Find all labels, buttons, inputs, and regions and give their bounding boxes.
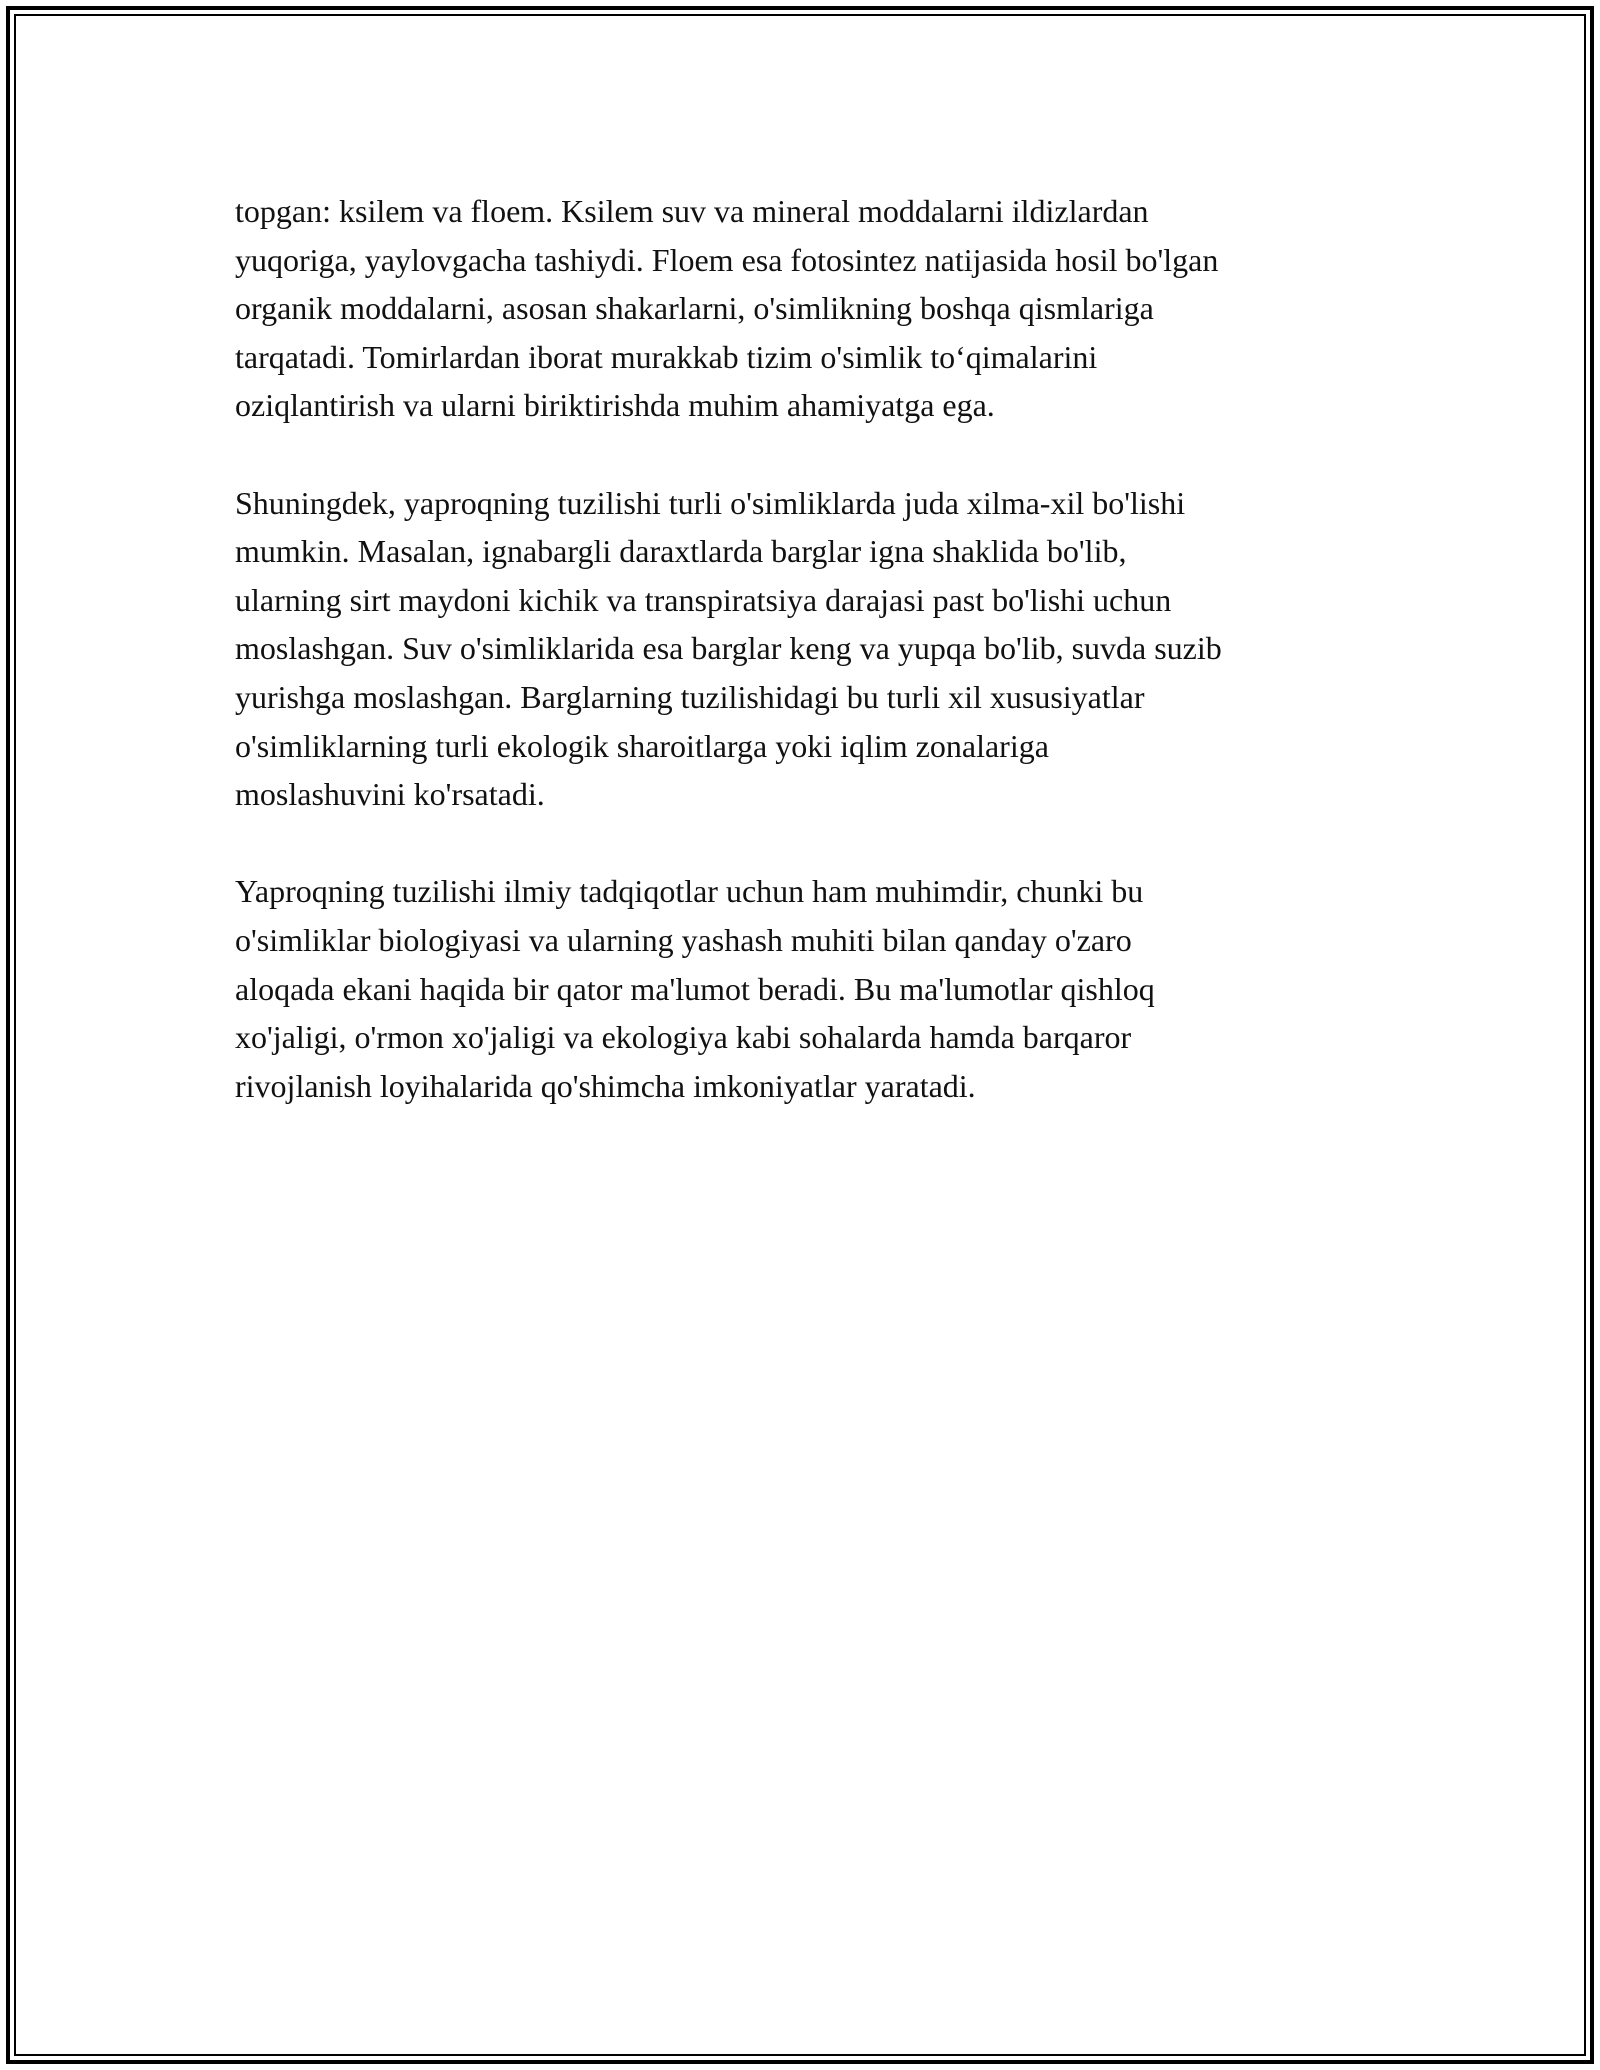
text-line: yuqoriga, yaylovgacha tashiydi. Floem esa fotosintez natijasida hosil bo'lgan xyxy=(235,241,1219,278)
text-line: Shuningdek, yaproqning tuzilishi turli o'simliklarda juda xilma-xil bo'lishi xyxy=(235,484,1186,521)
text-line: mumkin. Masalan, ignabargli daraxtlarda barglar igna shaklida bo'lib, xyxy=(235,533,1127,570)
paragraph-xylem-phloem xyxy=(235,187,1395,430)
text-line: ularning sirt maydoni kichik va transpiratsiya darajasi past bo'lishi uchun xyxy=(235,581,1172,618)
text-line: Yaproqning tuzilishi ilmiy tadqiqotlar uchun ham muhimdir, chunki bu xyxy=(235,873,1144,910)
text-line: moslashuvini ko'rsatadi. xyxy=(235,776,545,813)
text-line: topgan: ksilem va floem. Ksilem suv va mineral moddalarni ildizlardan xyxy=(235,193,1149,229)
text-line: o'simliklar biologiyasi va ularning yashash muhiti bilan qanday o'zaro xyxy=(235,921,1132,958)
document-body xyxy=(235,187,1395,1159)
text-line: yurishga moslashgan. Barglarning tuzilishidagi bu turli xil xususiyatlar xyxy=(235,678,1145,715)
paragraph-research-importance xyxy=(235,867,1395,1110)
text-line: rivojlanish loyihalarida qo'shimcha imkoniyatlar yaratadi. xyxy=(235,1067,976,1104)
text-line: moslashgan. Suv o'simliklarida esa barglar keng va yupqa bo'lib, suvda suzib xyxy=(235,630,1222,667)
text-line: aloqada ekani haqida bir qator ma'lumot beradi. Bu ma'lumotlar qishloq xyxy=(235,970,1155,1007)
text-line: xo'jaligi, o'rmon xo'jaligi va ekologiya kabi sohalarda hamda barqaror xyxy=(235,1019,1132,1056)
text-line: oziqlantirish va ularni biriktirishda muhim ahamiyatga ega. xyxy=(235,387,995,424)
text-line: o'simliklarning turli ekologik sharoitlarga yoki iqlim zonalariga xyxy=(235,727,1049,764)
text-line: tarqatadi. Tomirlardan iborat murakkab tizim o'simlik to‘qimalarini xyxy=(235,338,1098,375)
text-line: organik moddalarni, asosan shakarlarni, o'simlikning boshqa qismlariga xyxy=(235,290,1154,327)
paragraph-leaf-diversity xyxy=(235,479,1395,819)
